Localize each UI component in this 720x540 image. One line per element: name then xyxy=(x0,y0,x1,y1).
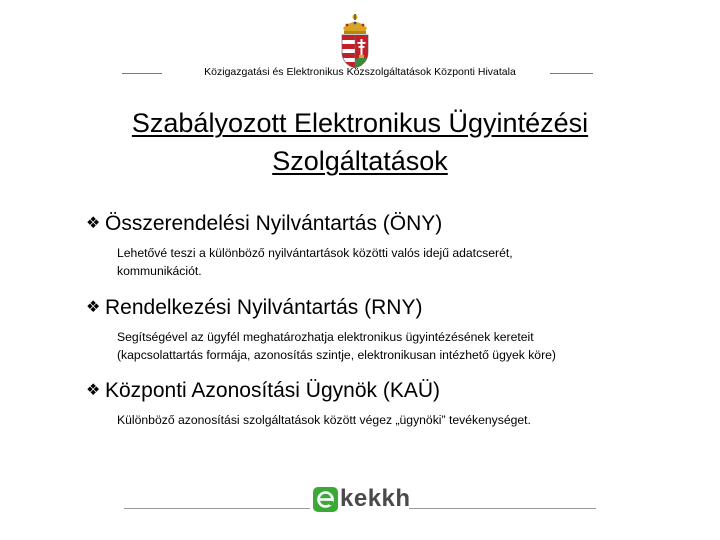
section-kau xyxy=(86,377,686,429)
header-divider-right xyxy=(550,73,593,74)
section-description xyxy=(117,328,686,364)
diamond-bullet-icon: ❖ xyxy=(86,299,101,316)
diamond-bullet-icon: ❖ xyxy=(86,215,101,232)
section-heading xyxy=(86,294,686,322)
description-line: Lehetővé teszi a különböző nyilvántartások közötti valós idejű adatcserét, xyxy=(117,246,513,260)
section-description xyxy=(117,411,686,429)
footer-divider-right xyxy=(409,508,596,509)
kekkh-logo xyxy=(313,484,411,514)
section-heading-text: Központi Azonosítási Ügynök (KAÜ) xyxy=(105,379,440,402)
section-heading xyxy=(86,377,686,405)
section-heading xyxy=(86,210,686,238)
logo-text: kekkh xyxy=(340,485,411,512)
institution-name: Közigazgatási és Elektronikus Közszolgáltatások Központi Hivatala xyxy=(204,66,516,78)
section-description xyxy=(117,244,686,280)
description-line: (kapcsolattartás formája, azonosítás szintje, elektronikusan intézhető ügyek köre) xyxy=(117,348,556,362)
footer-divider-left xyxy=(124,508,310,509)
description-line: Különböző azonosítási szolgáltatások között végez „ügynöki” tevékenységet. xyxy=(117,413,531,427)
hungarian-coat-of-arms-icon xyxy=(334,12,376,70)
kekkh-logo-icon xyxy=(313,487,338,512)
section-rny xyxy=(86,294,686,364)
page-title xyxy=(60,104,660,180)
description-line: Segítségével az ügyfél meghatározhatja elektronikus ügyintézésének kereteit xyxy=(117,330,534,344)
section-heading-text: Rendelkezési Nyilvántartás (RNY) xyxy=(105,296,423,319)
title-line-2: Szolgáltatások xyxy=(272,146,448,176)
description-line: kommunikációt. xyxy=(117,264,202,278)
diamond-bullet-icon: ❖ xyxy=(86,382,101,399)
title-line-1: Szabályozott Elektronikus Ügyintézési xyxy=(131,108,589,138)
section-heading-text: Összerendelési Nyilvántartás (ÖNY) xyxy=(105,212,443,235)
section-ony xyxy=(86,210,686,280)
